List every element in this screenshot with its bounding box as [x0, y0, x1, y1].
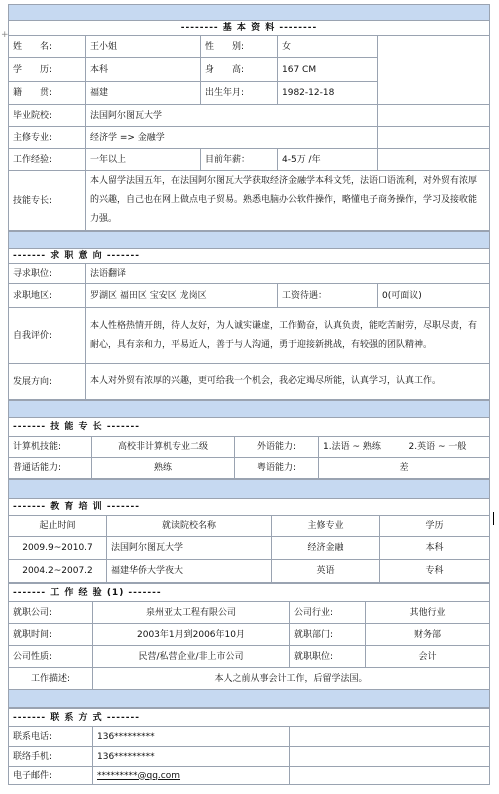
blank-cell	[290, 747, 490, 767]
email-link[interactable]: *********@qq.com	[93, 767, 290, 785]
area-value[interactable]: 罗湖区 福田区 宝安区 龙岗区	[86, 284, 278, 308]
birth-value[interactable]: 1982-12-18	[278, 82, 378, 105]
edu-period[interactable]: 2009.9~2010.7	[9, 537, 107, 560]
mobile-label: 联络手机:	[9, 747, 93, 767]
company-type-value[interactable]: 民营/私营企业/非上市公司	[93, 646, 290, 668]
blank-cell	[378, 149, 490, 171]
section-band	[9, 5, 490, 21]
work-time-value[interactable]: 2003年1月到2006年10月	[93, 624, 290, 646]
edu-col-period: 起止时间	[9, 516, 107, 537]
computer-skill-value[interactable]: 高校非计算机专业二级	[92, 437, 235, 458]
self-eval-label: 自我评价:	[9, 308, 86, 364]
skills-value[interactable]: 本人留学法国五年，在法国阿尔图瓦大学获取经济金融学本科文凭，法语口语流利，对外贸有浓厚的兴趣，自己也在网上做点电子贸易。熟悉电脑办公软件操作，略懂电子商务操作，学习及接收能力强。	[86, 171, 490, 231]
blank-cell	[290, 767, 490, 785]
work-desc-value[interactable]: 本人之前从事会计工作，后留学法国。	[93, 668, 490, 690]
intent-section-title: ------- 求 职 意 向 -------	[9, 249, 490, 264]
edu-col-degree: 学历	[380, 516, 490, 537]
phone-value[interactable]: 136*********	[93, 727, 290, 747]
mobile-value[interactable]: 136*********	[93, 747, 290, 767]
company-label: 就职公司:	[9, 602, 93, 624]
name-value[interactable]: 王小姐	[86, 36, 201, 58]
section-band	[9, 480, 490, 499]
industry-label: 公司行业:	[290, 602, 366, 624]
salary-value[interactable]: 4-5万 /年	[278, 149, 378, 171]
section-band	[9, 690, 490, 708]
work-section-title: ------- 工 作 经 验 (1) -------	[9, 584, 490, 602]
edu-school[interactable]: 福建华侨大学夜大	[107, 560, 272, 583]
skill-section-title: ------- 技 能 专 长 -------	[9, 418, 490, 437]
work-time-label: 就职时间:	[9, 624, 93, 646]
name-label: 姓 名:	[9, 36, 86, 58]
basic-info-table	[8, 4, 490, 231]
major-label: 主修专业:	[9, 127, 86, 149]
work-table	[8, 583, 490, 708]
text-cursor	[493, 512, 494, 525]
height-label: 身 高:	[201, 58, 278, 82]
benefit-value[interactable]: 0(可面议)	[378, 284, 490, 308]
area-label: 求职地区:	[9, 284, 86, 308]
gender-label: 性 别:	[201, 36, 278, 58]
origin-value[interactable]: 福建	[86, 82, 201, 105]
photo-placeholder	[378, 36, 490, 105]
education-table	[8, 479, 490, 583]
resume-page	[8, 4, 489, 785]
contact-section-title: ------- 联 系 方 式 -------	[9, 709, 490, 727]
school-label: 毕业院校:	[9, 105, 86, 127]
work-desc-label: 工作描述:	[9, 668, 93, 690]
edu-school[interactable]: 法国阿尔图瓦大学	[107, 537, 272, 560]
blank-cell	[378, 105, 490, 127]
experience-label: 工作经验:	[9, 149, 86, 171]
job-intent-table	[8, 231, 490, 400]
contact-table	[8, 708, 490, 785]
salary-label: 目前年薪：	[201, 149, 278, 171]
company-value[interactable]: 泉州亚太工程有限公司	[93, 602, 290, 624]
height-value[interactable]: 167 CM	[278, 58, 378, 82]
section-band	[9, 401, 490, 418]
job-title-value[interactable]: 会计	[366, 646, 490, 668]
edu-col-major: 主修专业	[272, 516, 380, 537]
school-value[interactable]: 法国阿尔图瓦大学	[86, 105, 378, 127]
gender-value[interactable]: 女	[278, 36, 378, 58]
section-band	[9, 232, 490, 249]
language-label: 外语能力:	[235, 437, 319, 458]
basic-section-title: -------- 基 本 资 料 --------	[9, 21, 490, 36]
self-eval-value[interactable]: 本人性格热情开朗，待人友好，为人诚实谦虚，工作勤奋，认真负责，能吃苦耐劳，尽职尽责，有耐心，具有亲和力，平易近人，善于与人沟通，勇于迎接新挑战，有较强的团队精神。	[86, 308, 490, 364]
mandarin-label: 普通话能力:	[9, 458, 92, 479]
experience-value[interactable]: 一年以上	[86, 149, 201, 171]
blank-cell	[378, 127, 490, 149]
major-value[interactable]: 经济学 => 金融学	[86, 127, 378, 149]
department-label: 就职部门:	[290, 624, 366, 646]
email-label: 电子邮件:	[9, 767, 93, 785]
table-row	[9, 537, 490, 560]
edu-degree[interactable]: 本科	[380, 537, 490, 560]
skills-table	[8, 400, 490, 479]
phone-label: 联系电话:	[9, 727, 93, 747]
edu-degree[interactable]: 专科	[380, 560, 490, 583]
job-title-label: 就职职位:	[290, 646, 366, 668]
language-french[interactable]: 1.法语 ~ 熟练	[319, 437, 405, 458]
education-label: 学 历:	[9, 58, 86, 82]
origin-label: 籍 贯:	[9, 82, 86, 105]
cantonese-label: 粤语能力:	[235, 458, 319, 479]
computer-skill-label: 计算机技能:	[9, 437, 92, 458]
position-label: 寻求职位:	[9, 264, 86, 284]
skills-label: 技能专长:	[9, 171, 86, 231]
company-type-label: 公司性质:	[9, 646, 93, 668]
position-value[interactable]: 法语翻译	[86, 264, 490, 284]
education-value[interactable]: 本科	[86, 58, 201, 82]
table-row	[9, 560, 490, 583]
birth-label: 出生年月:	[201, 82, 278, 105]
language-english[interactable]: 2.英语 ~ 一般	[405, 437, 490, 458]
edu-period[interactable]: 2004.2~2007.2	[9, 560, 107, 583]
edu-major[interactable]: 经济金融	[272, 537, 380, 560]
cantonese-value[interactable]: 差	[319, 458, 490, 479]
edu-major[interactable]: 英语	[272, 560, 380, 583]
department-value[interactable]: 财务部	[366, 624, 490, 646]
direction-label: 发展方向:	[9, 364, 86, 400]
industry-value[interactable]: 其他行业	[366, 602, 490, 624]
direction-value[interactable]: 本人对外贸有浓厚的兴趣，更可给我一个机会，我必定竭尽所能，认真学习，认真工作。	[86, 364, 490, 400]
table-move-handle: +	[1, 30, 9, 40]
education-section-title: ------- 教 育 培 训 -------	[9, 499, 490, 516]
edu-col-school: 就读院校名称	[107, 516, 272, 537]
blank-cell	[290, 727, 490, 747]
benefit-label: 工资待遇：	[278, 284, 378, 308]
mandarin-value[interactable]: 熟练	[92, 458, 235, 479]
